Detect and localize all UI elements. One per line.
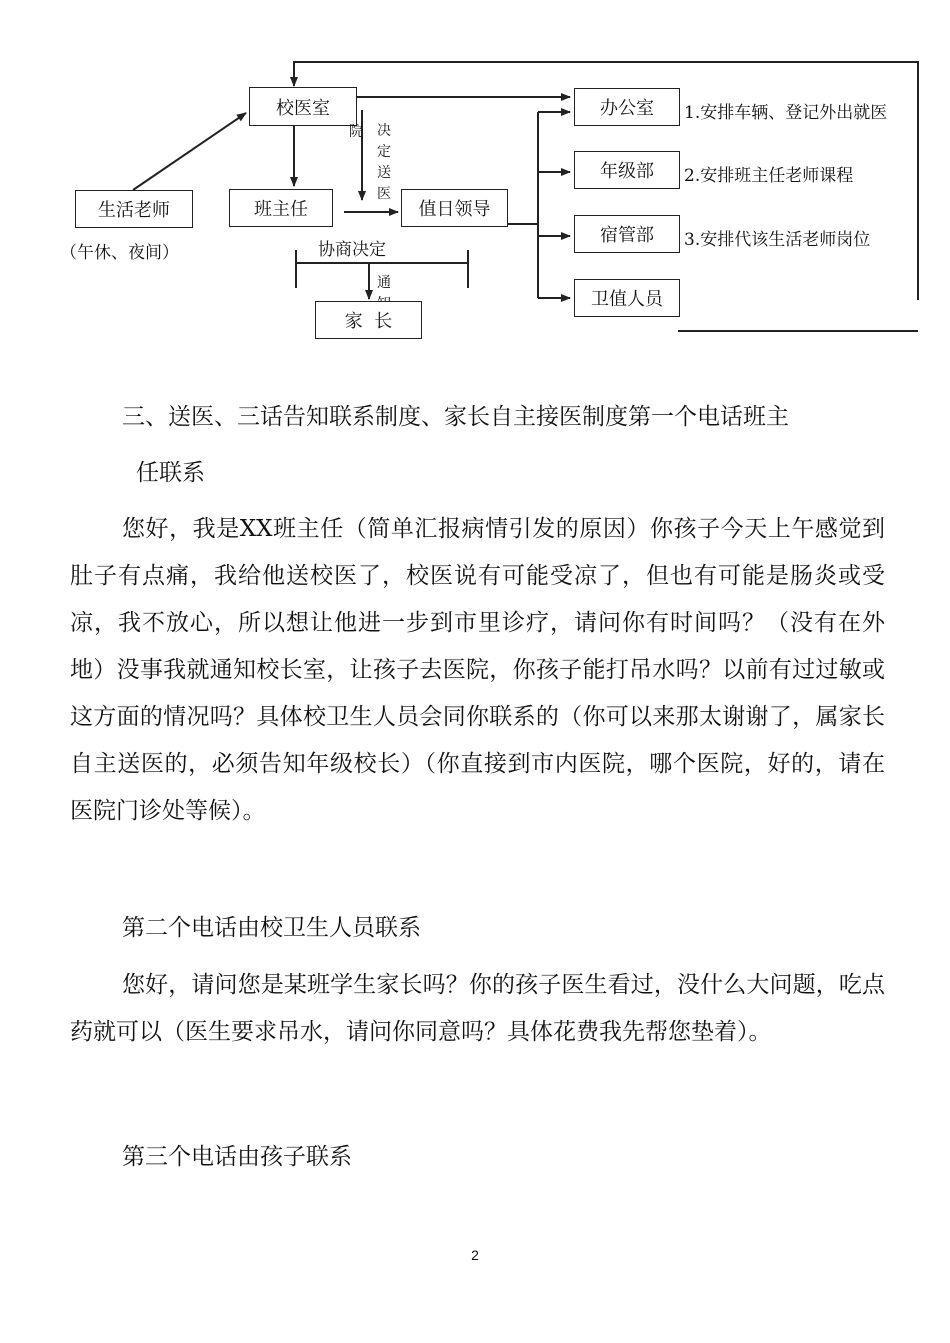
dorm-dept-box: 宿管部 bbox=[574, 215, 680, 253]
dorm-teacher-box: 生活老师 bbox=[75, 190, 193, 228]
school-doctor-box: 校医室 bbox=[249, 87, 357, 126]
section-heading: 三、送医、三话告知联系制度、家长自主接医制度第一个电话班主 bbox=[122, 404, 789, 430]
office-box: 办公室 bbox=[574, 88, 680, 126]
grade-dept-box: 年级部 bbox=[574, 151, 680, 189]
negotiate-label: 协商决定 bbox=[318, 240, 386, 260]
call-1-text: 您好，我是XX班主任（简单汇报病情引发的原因）你孩子今天上午感觉到肚子有点痛，我给他送校医了，校医说有可能受凉了，但也有可能是肠炎或受凉，我不放心，所以想让他进一步到市里诊疗，请问你有时间吗？（没有在外地）没事我就通知校长室，让孩子去医院，你孩子能打吊水吗？以前有过过敏或这方面的情况吗？具体校卫生人员会同你联系的（你可以来那太谢谢了，属家长自主送医的，必须告知年级校长）（你直接到市内医院，哪个医院，好的，请在医院门诊处等候）。 bbox=[70, 516, 885, 824]
section-heading-cont: 任联系 bbox=[136, 460, 205, 486]
parent-box: 家 长 bbox=[315, 301, 422, 339]
dorm-teacher-note: （午休、夜间） bbox=[60, 243, 179, 263]
note-substitute: 3.安排代该生活老师岗位 bbox=[684, 230, 871, 250]
note-class-schedule: 2.安排班主任老师课程 bbox=[684, 166, 854, 186]
notify-label: 通 bbox=[377, 275, 391, 291]
page-number: 2 bbox=[471, 1247, 479, 1263]
call-2-text: 您好，请问您是某班学生家长吗？你的孩子医生看过，没什么大问题，吃点药就可以（医生要求吊水，请问你同意吗？具体花费我先帮您垫着）。 bbox=[70, 972, 885, 1045]
duty-leader-box: 值日领导 bbox=[401, 189, 508, 227]
hospital-label: 院 bbox=[349, 124, 363, 140]
guard-box: 卫值人员 bbox=[574, 279, 680, 317]
teacher-to-doctor-arrow bbox=[133, 113, 246, 190]
note-vehicle: 1.安排车辆、登记外出就医 bbox=[684, 103, 888, 123]
decide-label: 决定送医 bbox=[377, 123, 391, 202]
call-2-title: 第二个电话由校卫生人员联系 bbox=[122, 915, 421, 941]
head-teacher-box: 班主任 bbox=[229, 189, 333, 227]
call-3-title: 第三个电话由孩子联系 bbox=[122, 1144, 352, 1170]
flowchart bbox=[0, 0, 950, 360]
